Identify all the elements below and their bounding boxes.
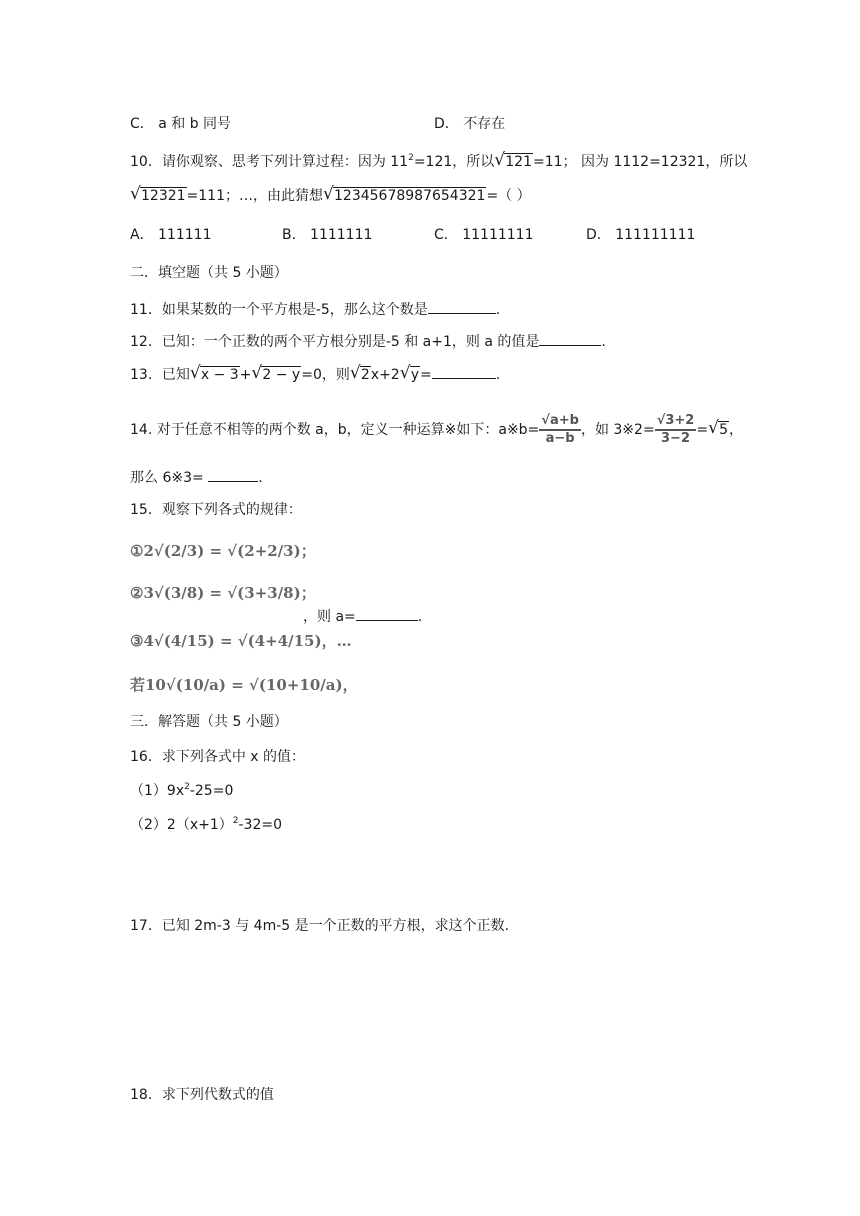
q14-example-fraction [655, 413, 697, 447]
q10-root-121 [494, 152, 533, 172]
q13-root-2 [251, 365, 301, 385]
q10-text-d: =111；…，由此猜想 [186, 188, 323, 204]
q14-line2-text: 那么 6※3= [130, 470, 204, 486]
q16-part-2 [130, 815, 282, 835]
q12-text: 12．已知：一个正数的两个平方根分别是-5 和 a+1，则 a 的值是 [130, 334, 540, 350]
q9-option-c: C． a 和 b 同号 [130, 116, 232, 132]
q15-end: . [417, 609, 423, 625]
q10-line-1 [130, 152, 747, 172]
fraction-denominator: 3−2 [661, 431, 690, 446]
q16-title: 16．求下列各式中 x 的值： [130, 749, 305, 765]
q14-end: . [258, 470, 263, 486]
q11 [130, 299, 500, 320]
q14-eq: = [696, 422, 709, 438]
q10-root-12321 [130, 186, 187, 206]
radical-sign: √ [130, 184, 141, 204]
q15-title: 15．观察下列各式的规律： [130, 502, 302, 518]
radicand: 5 [719, 422, 728, 438]
q14-pre: 14. 对于任意不相等的两个数 a，b，定义一种运算※如下：a※b= [130, 422, 540, 438]
q16-p2-a: （2）2（x+1） [130, 817, 233, 833]
q15-formula-row-4: 若10√(10/a) = √(10+10/a)， [130, 676, 358, 694]
answer-blank [356, 606, 418, 621]
radicand: x − 3 [200, 367, 239, 383]
q12 [130, 331, 606, 352]
q18: 18．求下列代数式的值 [130, 1087, 274, 1103]
q15-tail: ，则 a= [303, 609, 356, 625]
radical-sign: √ [708, 418, 719, 438]
q10-text-a: 10．请你观察、思考下列计算过程：因为 11 [130, 154, 409, 170]
radical-sign: √ [349, 363, 361, 383]
q10-option-d: D． 111111111 [586, 227, 696, 243]
answer-blank [428, 299, 496, 314]
radical-sign: √ [323, 184, 334, 204]
q14-line-1 [130, 413, 743, 447]
q16-p1-a: （1）9x [130, 783, 185, 799]
fraction-numerator: √a+b [539, 413, 581, 431]
answer-blank [432, 364, 496, 379]
q13-root-1 [190, 365, 240, 385]
q10-option-c: C． 11111111 [434, 227, 534, 243]
q10-text-b: =121，所以 [413, 154, 495, 170]
q10-root-long [323, 186, 486, 206]
section-3-heading: 三．解答题（共 5 小题） [130, 714, 288, 730]
fraction-denominator: a−b [545, 431, 575, 446]
answer-blank [208, 467, 258, 482]
q10-text-e: =（ ） [486, 188, 531, 204]
radical-sign: √ [399, 363, 411, 383]
section-2-heading: 二．填空题（共 5 小题） [130, 265, 288, 281]
q15-formula-row-3: ③4√(4/15) = √(4+4/15)，… [130, 632, 352, 650]
q16-p2-sup: 2 [232, 816, 239, 826]
answer-blank [539, 331, 601, 346]
q9-option-d: D． 不存在 [434, 116, 506, 132]
q16-p2-b: -32=0 [238, 817, 282, 833]
q14-comma: ， [729, 422, 743, 438]
q15-formula-row-2: ②3√(3/8) = √(3+3/8)； [130, 584, 316, 602]
radicand: 12345678987654321 [334, 188, 486, 204]
q13-mid: =0，则 [301, 367, 350, 383]
q16-part-1 [130, 781, 233, 801]
q13-eq: = [420, 367, 432, 383]
q10-line-2 [130, 186, 531, 206]
q10-option-a: A． 111111 [130, 227, 212, 243]
q16-p1-sup: 2 [184, 782, 190, 792]
q15-answer [303, 606, 422, 627]
q15-formula-row-1: ①2√(2/3) = √(2+2/3)； [130, 542, 316, 560]
q13 [130, 364, 500, 385]
q14-mid: ，如 3※2= [580, 422, 655, 438]
q13-root-4 [400, 365, 420, 385]
radicand: 2 [360, 367, 370, 383]
q11-end: . [495, 302, 501, 318]
radicand: 12321 [141, 188, 186, 204]
q17: 17．已知 2m-3 与 4m-5 是一个正数的平方根，求这个正数. [130, 918, 510, 934]
q14-root-5 [708, 420, 729, 440]
radicand: 121 [505, 154, 532, 170]
q10-text-c: =11； 因为 1112=12321，所以 [533, 154, 748, 170]
radicand: 2 − y [262, 367, 301, 383]
q16-p1-b: -25=0 [189, 783, 234, 799]
q13-root-3 [350, 365, 371, 385]
q13-mid2: x+2 [370, 367, 400, 383]
q14-line-2 [130, 467, 263, 488]
q13-pre: 13．已知 [130, 367, 190, 383]
q10-option-b: B． 1111111 [282, 227, 373, 243]
radical-sign: √ [494, 150, 506, 170]
q13-end: . [495, 367, 501, 383]
q11-text: 11．如果某数的一个平方根是-5，那么这个数是 [130, 302, 428, 318]
radicand: y [410, 367, 420, 383]
q14-definition-fraction [539, 413, 581, 447]
q10-sup: 2 [408, 153, 414, 163]
radical-sign: √ [251, 363, 263, 383]
q12-end: . [601, 334, 606, 350]
fraction-numerator: √3+2 [655, 413, 697, 431]
radical-sign: √ [189, 363, 201, 383]
q13-plus: + [239, 367, 252, 383]
